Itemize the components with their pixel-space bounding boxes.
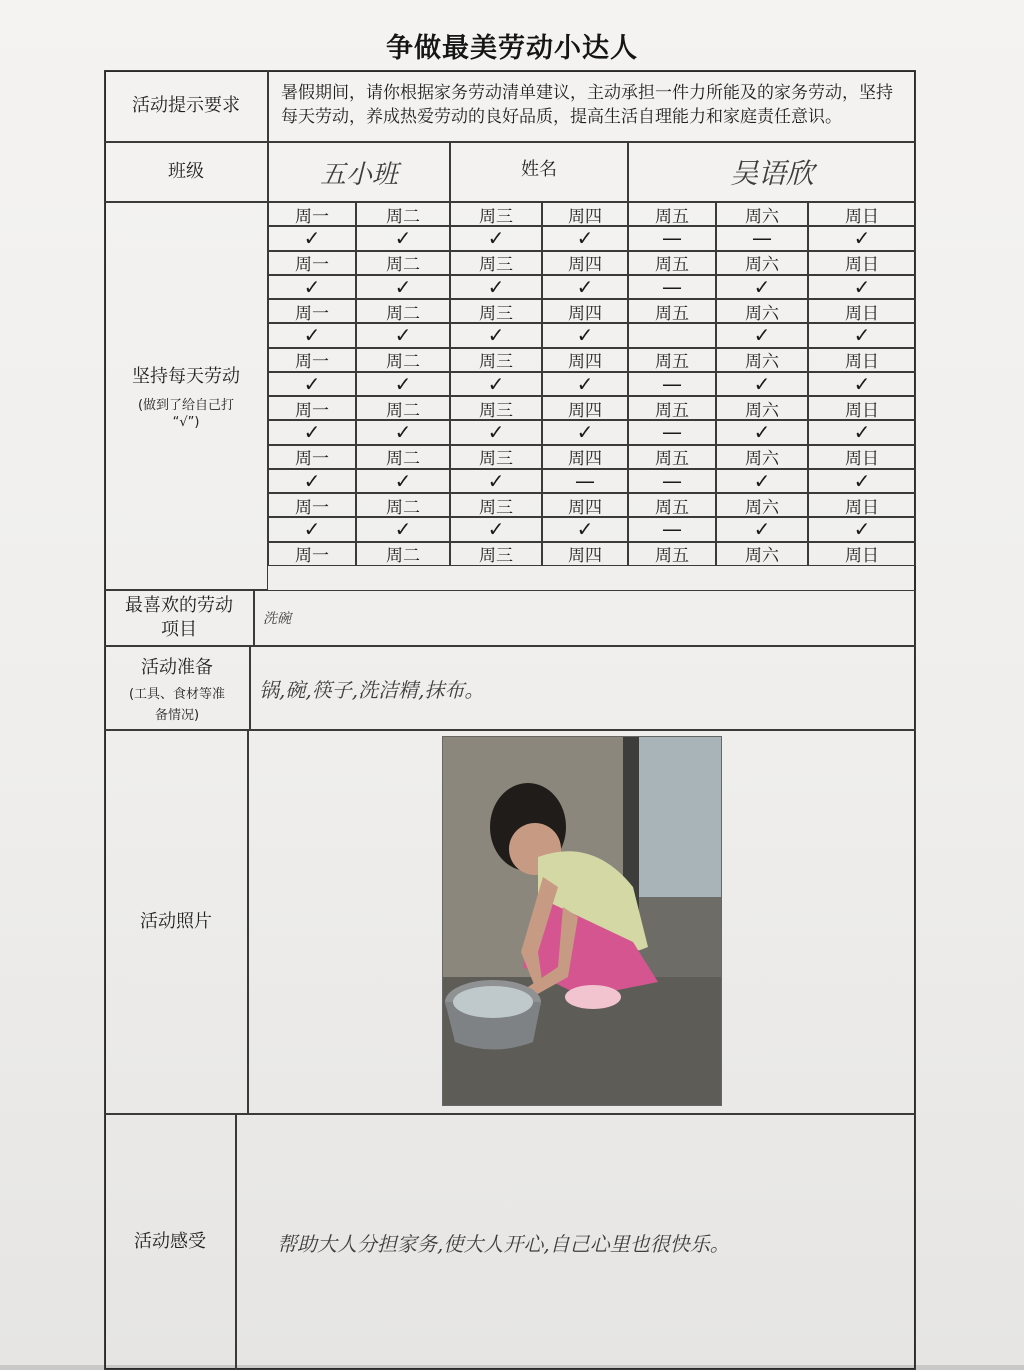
check-mark-cell: ✓ [450,517,542,541]
check-mark-cell: ✓ [716,420,808,444]
favorite-value: 洗碗 [254,590,916,646]
day-header-1: 周二 [356,445,450,469]
check-mark-cell: — [628,420,716,444]
requirements-text: 暑假期间，请你根据家务劳动清单建议，主动承担一件力所能及的家务劳动，坚持每天劳动，养成热爱劳动的良好品质，提高生活自理能力和家庭责任意识。 [268,70,916,142]
check-mark-cell: ✓ [716,469,808,493]
day-header-4: 周五 [628,348,716,372]
day-header-6: 周日 [808,493,916,517]
day-header-0: 周一 [268,202,356,226]
check-mark-cell: ✓ [716,517,808,541]
check-mark-cell: ✓ [542,323,628,347]
check-mark-cell: ✓ [268,323,356,347]
day-header-3: 周四 [542,348,628,372]
prep-label-line1: 活动准备 [141,657,213,678]
day-header-4: 周五 [628,251,716,275]
check-mark-cell: ✓ [542,517,628,541]
check-mark-cell: ✓ [356,275,450,299]
check-mark-cell: ✓ [542,226,628,250]
check-mark-cell: ✓ [450,420,542,444]
check-mark-cell: ✓ [808,517,916,541]
day-header-0: 周一 [268,251,356,275]
check-mark-cell: ✓ [356,323,450,347]
check-mark-cell: ✓ [542,372,628,396]
check-mark-cell: — [542,469,628,493]
check-mark-cell: ✓ [268,420,356,444]
day-header-1: 周二 [356,202,450,226]
day-header-6: 周日 [808,251,916,275]
favorite-label-line1: 最喜欢的劳动 [125,594,233,616]
day-header-3: 周四 [542,299,628,323]
check-mark-cell: ✓ [356,469,450,493]
check-mark-cell: ✓ [808,226,916,250]
check-mark-cell: — [716,226,808,250]
check-mark-cell: ✓ [356,226,450,250]
check-mark-cell: ✓ [542,275,628,299]
day-header-0: 周一 [268,396,356,420]
day-header-3: 周四 [542,251,628,275]
check-mark-cell: ✓ [808,420,916,444]
day-header-4: 周五 [628,299,716,323]
day-header-5: 周六 [716,396,808,420]
check-mark-cell: ✓ [716,275,808,299]
daily-note-line2: “√”) [172,415,200,430]
check-mark-cell [628,323,716,347]
day-header-1: 周二 [356,542,450,566]
requirements-label: 活动提示要求 [104,70,268,142]
day-header-2: 周三 [450,493,542,517]
day-header-6: 周日 [808,445,916,469]
day-header-0: 周一 [268,445,356,469]
day-header-4: 周五 [628,542,716,566]
favorite-label-line2: 项目 [161,619,197,640]
check-mark-cell: ✓ [450,372,542,396]
day-header-6: 周日 [808,202,916,226]
check-mark-cell: ✓ [268,517,356,541]
photo-illustration [443,737,721,1105]
day-header-5: 周六 [716,202,808,226]
check-mark-cell: ✓ [542,420,628,444]
check-mark-cell: ✓ [268,275,356,299]
check-mark-cell: ✓ [716,323,808,347]
day-header-4: 周五 [628,396,716,420]
day-header-3: 周四 [542,493,628,517]
day-header-2: 周三 [450,348,542,372]
name-value: 吴语欣 [628,142,916,202]
check-mark-cell: ✓ [450,226,542,250]
prep-label-line2: (工具、食材等准 [128,687,226,702]
check-mark-cell: ✓ [808,323,916,347]
check-mark-cell: — [628,517,716,541]
check-mark-cell: ✓ [356,517,450,541]
day-header-3: 周四 [542,542,628,566]
day-header-2: 周三 [450,445,542,469]
day-header-5: 周六 [716,299,808,323]
feeling-value: 帮助大人分担家务,使大人开心,自己心里也很快乐。 [236,1114,916,1370]
day-header-1: 周二 [356,348,450,372]
day-header-2: 周三 [450,202,542,226]
day-header-4: 周五 [628,202,716,226]
day-header-0: 周一 [268,299,356,323]
daily-label: 坚持每天劳动 [132,366,240,387]
day-header-5: 周六 [716,542,808,566]
day-header-6: 周日 [808,299,916,323]
day-header-3: 周四 [542,396,628,420]
favorite-label-cell [104,590,254,646]
daily-note-line1: (做到了给自己打 [137,398,235,413]
day-header-2: 周三 [450,542,542,566]
check-mark-cell: — [628,275,716,299]
day-header-1: 周二 [356,251,450,275]
class-value: 五小班 [268,142,450,202]
day-header-5: 周六 [716,348,808,372]
check-mark-cell: ✓ [268,226,356,250]
day-header-0: 周一 [268,493,356,517]
day-header-2: 周三 [450,396,542,420]
day-header-6: 周日 [808,396,916,420]
day-header-1: 周二 [356,396,450,420]
check-mark-cell: ✓ [450,323,542,347]
day-header-0: 周一 [268,542,356,566]
check-mark-cell: ✓ [808,372,916,396]
day-header-0: 周一 [268,348,356,372]
day-header-3: 周四 [542,445,628,469]
prep-value: 锅,碗,筷子,洗洁精,抹布。 [250,646,916,730]
prep-label-cell [104,646,250,730]
day-header-1: 周二 [356,493,450,517]
page-title: 争做最美劳动小达人 [386,33,638,64]
check-mark-cell: ✓ [268,469,356,493]
day-header-3: 周四 [542,202,628,226]
day-header-5: 周六 [716,493,808,517]
day-header-1: 周二 [356,299,450,323]
day-header-6: 周日 [808,542,916,566]
day-header-4: 周五 [628,445,716,469]
check-mark-cell: — [628,469,716,493]
check-mark-cell: ✓ [356,372,450,396]
check-mark-cell: ✓ [268,372,356,396]
feeling-label: 活动感受 [104,1114,236,1370]
check-mark-cell: ✓ [356,420,450,444]
photo-label: 活动照片 [104,730,248,1114]
class-label: 班级 [104,142,268,202]
check-mark-cell: ✓ [808,275,916,299]
check-mark-cell: ✓ [450,275,542,299]
day-header-6: 周日 [808,348,916,372]
check-mark-cell: ✓ [450,469,542,493]
day-header-4: 周五 [628,493,716,517]
activity-photo [442,736,722,1106]
check-mark-cell: ✓ [808,469,916,493]
day-header-5: 周六 [716,445,808,469]
daily-label-cell [104,202,268,590]
check-mark-cell: — [628,226,716,250]
prep-label-line3: 备情况) [154,708,200,723]
check-mark-cell: — [628,372,716,396]
day-header-2: 周三 [450,251,542,275]
day-header-2: 周三 [450,299,542,323]
check-mark-cell: ✓ [716,372,808,396]
name-label: 姓名 [450,142,628,202]
day-header-5: 周六 [716,251,808,275]
